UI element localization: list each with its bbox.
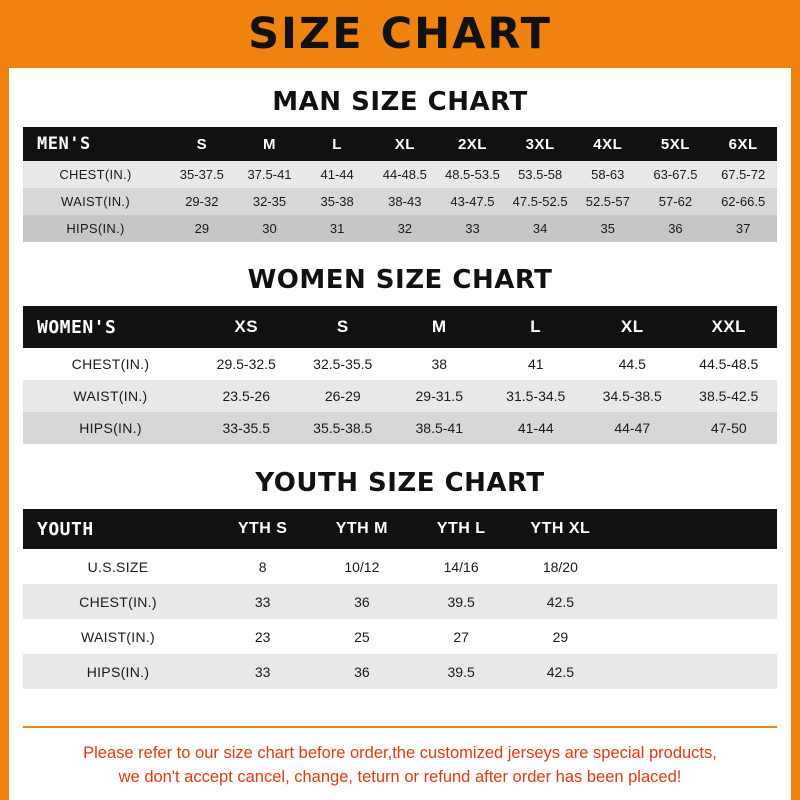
women-row-1-cell-1: 26-29 (324, 388, 361, 404)
table-row (23, 188, 777, 215)
women-row-1-cell-3: 31.5-34.5 (506, 388, 566, 404)
youth-col-spacer (610, 509, 777, 549)
women-row-1-cell-2: 29-31.5 (415, 388, 463, 404)
header-band (0, 0, 800, 68)
women-col-4: XL (620, 317, 644, 336)
women-row-1-cell-0: 23.5-26 (222, 388, 270, 404)
women-table-head (23, 306, 777, 348)
youth-row-3-spacer (610, 654, 777, 689)
man-row-2-cell-4: 33 (465, 221, 480, 236)
table-row (23, 584, 777, 619)
man-row-1-cell-2: 35-38 (320, 194, 354, 209)
youth-row-3-cell-2: 39.5 (447, 663, 475, 680)
women-col-3: L (530, 317, 542, 336)
women-row-2-cell-4: 44-47 (614, 420, 651, 436)
youth-row-2-cell-1: 25 (354, 628, 370, 645)
man-row-2-cell-5: 34 (532, 221, 548, 236)
women-corner-label: WOMEN'S (37, 316, 117, 338)
page-title: SIZE CHART (248, 8, 552, 59)
man-row-1-cell-3: 38-43 (388, 194, 422, 209)
man-col-1: M (262, 135, 276, 153)
women-row-1-cell-5: 38.5-42.5 (699, 388, 759, 404)
man-row-0-cell-6: 58-63 (591, 167, 625, 182)
man-row-2-cell-8: 37 (735, 221, 751, 236)
youth-row-1-cell-3: 42.5 (546, 593, 574, 610)
youth-col-2: YTH L (436, 520, 486, 537)
order-notice-line-2: we don't accept cancel, change, teturn or refund after order has been placed! (118, 768, 682, 787)
youth-row-2-spacer (610, 619, 777, 654)
youth-table-body (23, 549, 777, 689)
youth-row-2-cell-3: 29 (552, 628, 569, 645)
women-col-0: XS (234, 317, 259, 336)
man-size-table (23, 127, 777, 242)
youth-row-0-cell-0: 8 (258, 558, 267, 575)
man-col-8: 6XL (728, 135, 758, 153)
youth-row-0-cell-1: 10/12 (344, 558, 380, 575)
women-header-row (23, 306, 777, 348)
youth-row-2-label: WAIST(IN.) (80, 628, 156, 645)
man-col-2: L (332, 135, 342, 153)
man-row-0-label: CHEST(IN.) (59, 167, 132, 182)
order-notice (23, 726, 777, 800)
table-row (23, 380, 777, 412)
man-header-row (23, 127, 777, 161)
women-row-2-label: HIPS(IN.) (79, 420, 142, 436)
man-row-2-cell-6: 35 (600, 221, 615, 236)
youth-row-1-label: CHEST(IN.) (79, 593, 157, 610)
youth-row-1-spacer (610, 584, 777, 619)
youth-row-2-cell-0: 23 (254, 628, 271, 645)
man-row-0-cell-2: 41-44 (320, 167, 354, 182)
youth-row-3-cell-1: 36 (354, 663, 370, 680)
man-row-0-cell-0: 35-37.5 (179, 167, 224, 182)
youth-row-0-spacer (610, 549, 777, 584)
table-row (23, 412, 777, 444)
order-notice-line-1: Please refer to our size chart before order,the customized jerseys are special products, (83, 744, 717, 763)
youth-row-3-cell-0: 33 (254, 663, 271, 680)
women-section-title: WOMEN SIZE CHART (247, 265, 553, 295)
youth-row-3-cell-3: 42.5 (546, 663, 574, 680)
man-row-1-cell-5: 47.5-52.5 (512, 194, 568, 209)
table-row (23, 619, 777, 654)
man-row-2-label: HIPS(IN.) (66, 221, 125, 236)
man-col-6: 4XL (593, 135, 623, 153)
man-col-5: 3XL (525, 135, 555, 153)
man-row-2-cell-2: 31 (329, 221, 345, 236)
man-row-1-cell-6: 52.5-57 (585, 194, 630, 209)
man-row-0-cell-8: 67.5-72 (721, 167, 766, 182)
man-row-1-cell-4: 43-47.5 (450, 194, 495, 209)
women-row-0-cell-0: 29.5-32.5 (216, 356, 276, 372)
youth-corner-label: YOUTH (37, 518, 94, 540)
man-row-2-cell-7: 36 (668, 221, 683, 236)
youth-col-0: YTH S (237, 520, 288, 537)
table-row (23, 215, 777, 242)
table-row (23, 549, 777, 584)
man-col-0: S (196, 135, 208, 153)
youth-header-row (23, 509, 777, 549)
man-row-0-cell-1: 37.5-41 (247, 167, 292, 182)
man-row-1-cell-0: 29-32 (185, 194, 219, 209)
women-row-0-cell-1: 32.5-35.5 (313, 356, 373, 372)
women-row-2-cell-2: 38.5-41 (415, 420, 463, 436)
man-row-2-cell-0: 29 (194, 221, 210, 236)
youth-row-1-cell-0: 33 (254, 593, 271, 610)
women-col-5: XXL (711, 317, 747, 336)
man-row-2-cell-3: 32 (397, 221, 413, 236)
table-row (23, 161, 777, 188)
man-row-0-cell-4: 48.5-53.5 (444, 167, 500, 182)
youth-row-1-cell-2: 39.5 (447, 593, 475, 610)
youth-row-0-label: U.S.SIZE (87, 558, 149, 575)
man-row-1-cell-8: 62-66.5 (721, 194, 766, 209)
women-row-0-cell-4: 44.5 (618, 356, 646, 372)
man-table-head (23, 127, 777, 161)
man-col-7: 5XL (660, 135, 690, 153)
youth-table-head (23, 509, 777, 549)
women-row-0-cell-5: 44.5-48.5 (699, 356, 759, 372)
youth-row-2-cell-2: 27 (453, 628, 469, 645)
women-row-0-cell-2: 38 (431, 356, 448, 372)
women-row-2-cell-3: 41-44 (517, 420, 554, 436)
women-row-0-label: CHEST(IN.) (71, 356, 150, 372)
man-row-1-cell-1: 32-35 (252, 194, 287, 209)
youth-size-table (23, 509, 777, 689)
youth-col-1: YTH M (335, 520, 389, 537)
youth-row-1-cell-1: 36 (354, 593, 370, 610)
man-col-3: XL (394, 135, 415, 153)
content-area (9, 68, 791, 726)
youth-row-0-cell-3: 18/20 (542, 558, 578, 575)
women-col-1: S (336, 317, 349, 336)
women-size-table (23, 306, 777, 444)
youth-col-3: YTH XL (530, 520, 591, 537)
man-row-0-cell-3: 44-48.5 (382, 167, 427, 182)
table-row (23, 348, 777, 380)
women-row-0-cell-3: 41 (527, 356, 544, 372)
women-row-2-cell-1: 35.5-38.5 (313, 420, 373, 436)
women-row-1-cell-4: 34.5-38.5 (602, 388, 662, 404)
table-row (23, 654, 777, 689)
man-col-4: 2XL (457, 135, 487, 153)
man-section-title: MAN SIZE CHART (272, 87, 528, 117)
man-row-1-label: WAIST(IN.) (61, 194, 130, 209)
man-row-0-cell-7: 63-67.5 (653, 167, 698, 182)
youth-section-title: YOUTH SIZE CHART (255, 468, 545, 498)
youth-row-0-cell-2: 14/16 (443, 558, 479, 575)
man-row-1-cell-7: 57-62 (658, 194, 693, 209)
women-table-body (23, 348, 777, 444)
youth-row-3-label: HIPS(IN.) (86, 663, 150, 680)
women-col-2: M (431, 317, 447, 336)
man-table-body (23, 161, 777, 242)
man-corner-label: MEN'S (37, 134, 91, 154)
man-row-2-cell-1: 30 (262, 221, 277, 236)
women-row-1-label: WAIST(IN.) (73, 388, 148, 404)
women-row-2-cell-0: 33-35.5 (222, 420, 270, 436)
women-row-2-cell-5: 47-50 (710, 420, 747, 436)
man-row-0-cell-5: 53.5-58 (518, 167, 563, 182)
